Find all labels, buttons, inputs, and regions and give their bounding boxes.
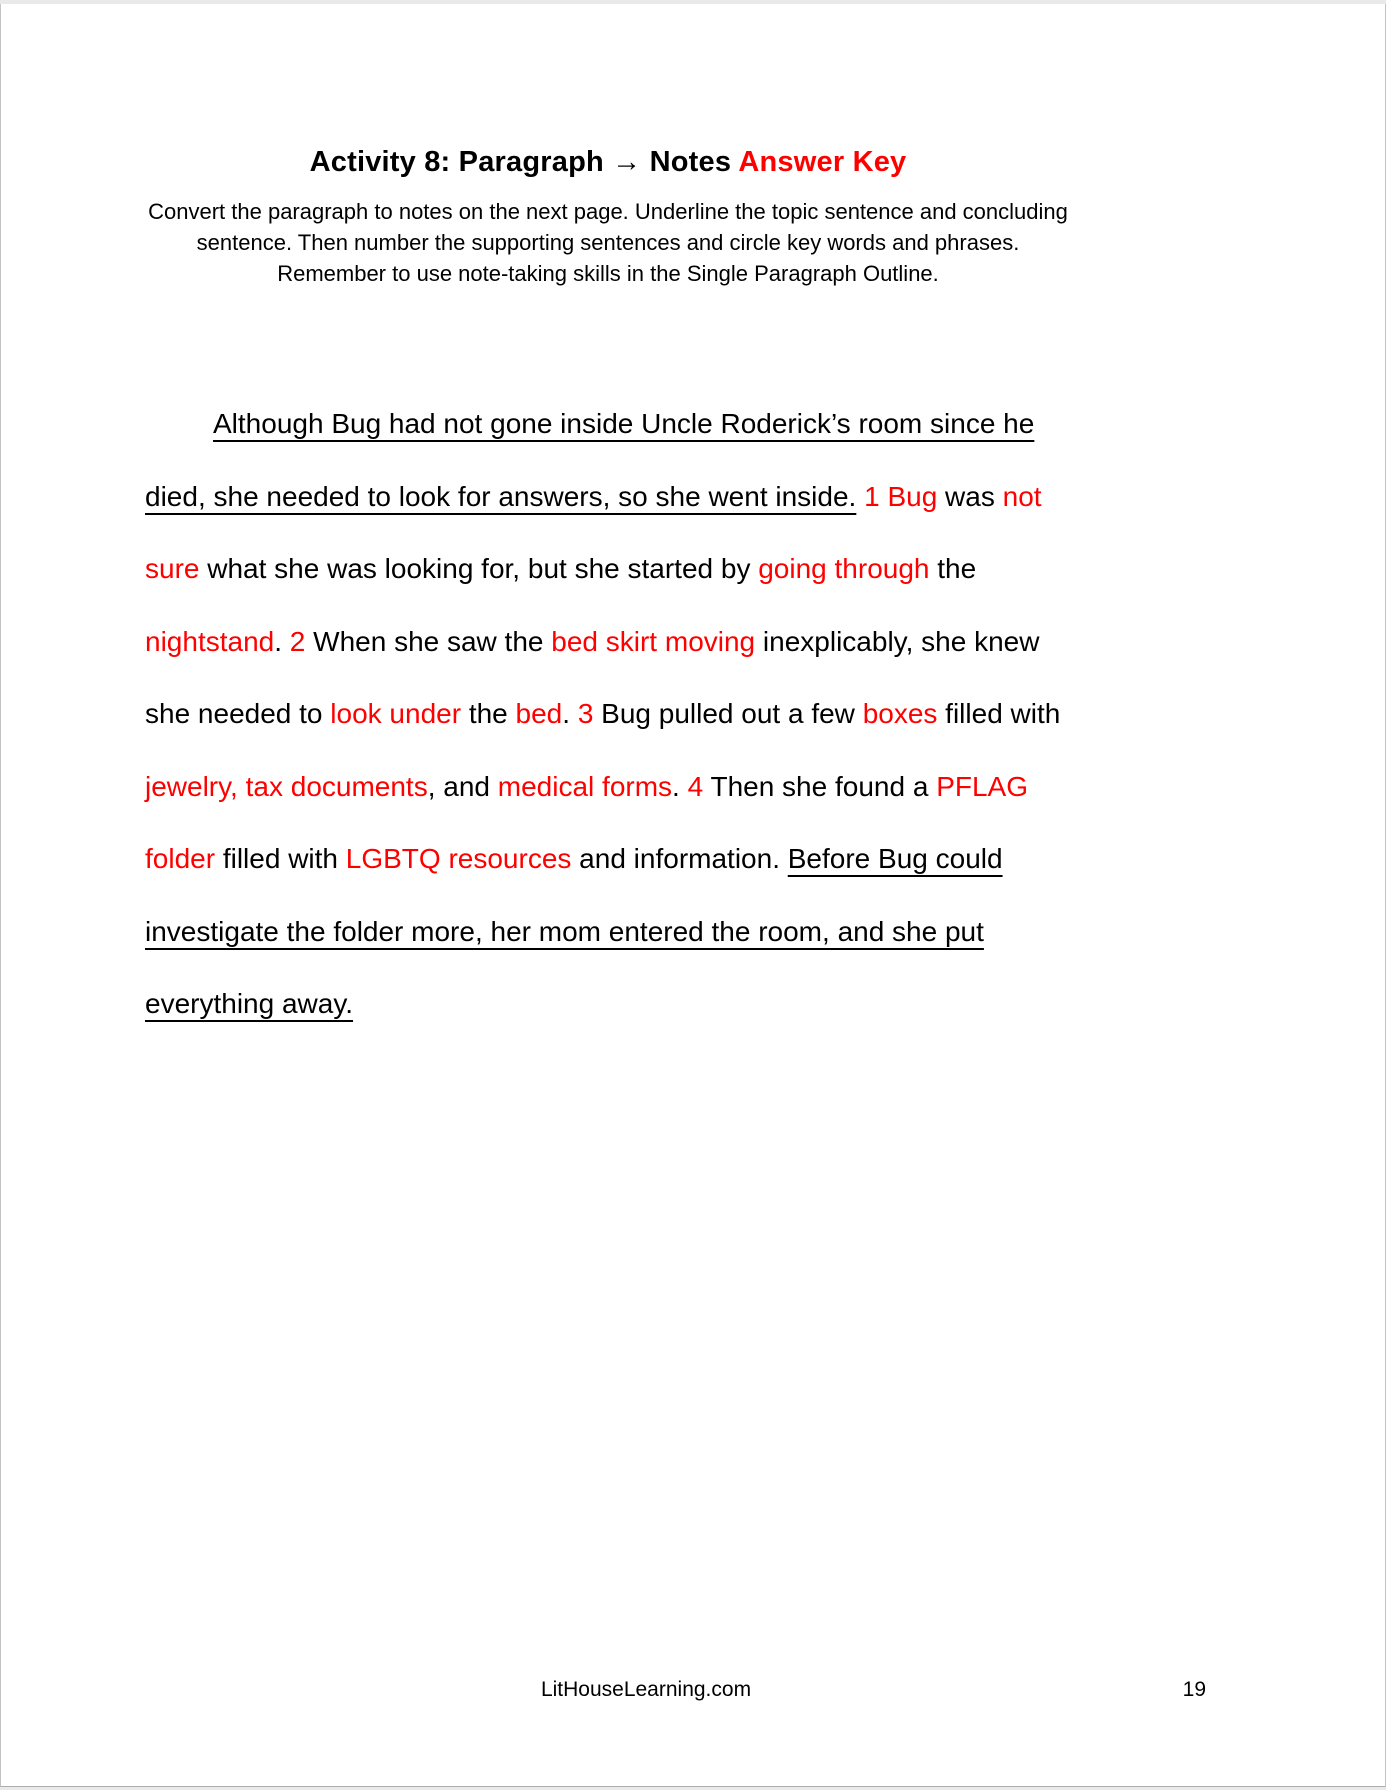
paragraph-segment-red: not sure <box>145 480 1042 584</box>
footer-site-text: LitHouseLearning.com <box>540 1678 752 1701</box>
title-answer-key-text: Answer Key <box>738 146 907 178</box>
paragraph-segment-plain: Then she found a <box>703 770 937 802</box>
paragraph-segment-plain: . <box>562 698 578 729</box>
page-footer <box>1 1678 1385 1708</box>
page-content-column <box>145 4 1071 1041</box>
paragraph-segment-red: nightstand <box>145 625 275 657</box>
paragraph-segment-red: boxes <box>862 698 938 729</box>
paragraph-segment-plain: When she saw the <box>305 625 552 657</box>
paragraph-segment-red: going through <box>758 553 930 584</box>
paragraph-segment-plain: filled with <box>937 698 1061 729</box>
paragraph-segment-plain: the <box>461 698 516 729</box>
paragraph-segment-red: jewelry, tax documents <box>145 770 428 802</box>
paragraph-segment-red: 3 <box>577 698 594 729</box>
paragraph-segment-plain: inexplicably, she knew she needed to <box>145 625 1040 729</box>
paragraph-segment-plain: . <box>672 770 688 802</box>
paragraph-segment-red: medical forms <box>497 770 673 802</box>
paragraph-segment-red: bed <box>515 698 563 729</box>
paragraph-segment-plain: the <box>929 553 977 584</box>
instructions-text: Convert the paragraph to notes on the next page. Underline the topic sentence and concluding sentence. Then number the supporting sentences and circle key words and phrases. Remember to use note-taking skills in the Single Paragraph Outline. <box>148 199 1068 286</box>
paragraph-segment-red: PFLAG folder <box>145 770 1028 874</box>
paragraph-segment-red: 2 <box>289 625 306 657</box>
paragraph-segment-plain: , and <box>427 770 498 802</box>
title-main-text: Activity 8: Paragraph → Notes <box>309 146 739 178</box>
paragraph-segment-red: LGBTQ resources <box>345 843 572 874</box>
paragraph-segment-plain: and information. <box>571 843 788 874</box>
paragraph-segment-plain: filled with <box>215 843 346 874</box>
paragraph-segment-plain: Bug pulled out a few <box>593 698 863 729</box>
paragraph-segment-underline: Before Bug could investigate the folder more, her mom entered the room, and she put everything away. <box>145 843 1003 1019</box>
paragraph-segment-red: bed skirt moving <box>551 625 756 657</box>
paragraph-segment-plain: was <box>937 480 1003 512</box>
paragraph-segment-plain: what she was looking for, but she started by <box>199 553 759 584</box>
page-number: 19 <box>1182 1678 1206 1701</box>
paragraph-segment-red: 4 <box>687 770 704 802</box>
paragraph-segment-underline: Although Bug had not gone inside Uncle Roderick’s room since he died, she needed to look for answers, so she went inside. <box>145 408 1035 512</box>
paragraph-segment-plain: . <box>274 625 290 657</box>
paragraph-segment-red: 1 Bug <box>864 480 938 512</box>
paragraph-text <box>145 388 1071 1041</box>
worksheet-page <box>0 4 1386 1787</box>
paragraph-segment-plain <box>856 481 864 512</box>
paragraph-segment-red: look under <box>330 698 462 729</box>
page-title <box>145 146 1071 179</box>
